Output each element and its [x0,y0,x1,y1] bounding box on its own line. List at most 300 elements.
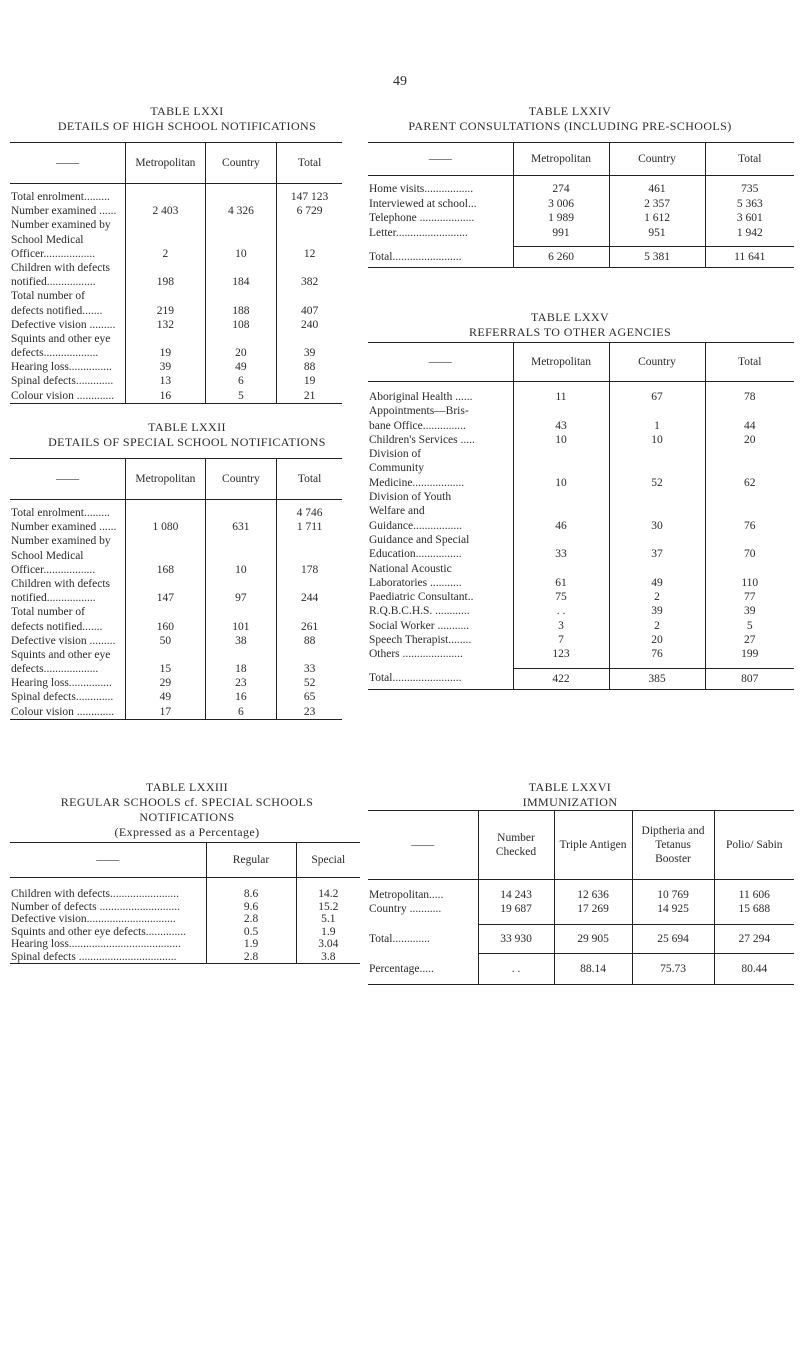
cell-value [609,461,705,475]
cell-value: 2 [609,590,705,604]
cell-value: 12 [303,247,316,260]
cell-value: 10 [609,433,705,447]
cell-value: 2 357 [609,197,705,212]
cell-value: 10 [205,563,277,577]
cell-value [277,233,342,247]
column-header: Diptheria and Tetanus Booster [632,811,714,880]
row-label: Colour vision ............. [10,705,126,720]
cell-value [513,490,609,504]
cell-value: 184 [205,275,277,289]
cell-value: 11 641 [705,247,794,268]
row-label: Total............. [368,925,478,954]
row-label: Total number of [10,289,126,303]
table-subtitle: NOTIFICATIONS [139,810,235,824]
cell-value [277,534,342,548]
column-header: —— [368,343,513,382]
row-label: Children with defects [10,577,126,591]
row-label: Social Worker ........... [368,619,513,633]
cell-value: 2 [126,247,205,261]
cell-value: 1 989 [513,211,609,226]
cell-value: . . [513,604,609,618]
cell-value [705,562,794,576]
cell-value: 10 [513,433,609,447]
row-label: Welfare and [368,504,513,518]
total-row [368,925,794,954]
cell-value: 4 326 [205,204,277,218]
cell-value: 219 [126,304,205,318]
cell-value [513,504,609,518]
cell-value: 132 [126,318,205,332]
table-row [10,926,360,939]
table-subtitle: DETAILS OF SPECIAL SCHOOL NOTIFICATIONS [48,435,326,449]
cell-value: 49 [126,690,205,704]
cell-value: 1 942 [736,226,763,239]
row-label: Telephone ................... [368,211,513,226]
table-title: TABLE LXXIV [528,104,612,118]
cell-value: 101 [205,620,277,634]
cell-value [205,605,277,619]
cell-value [277,648,342,662]
table-row [10,289,342,303]
table-row [368,197,794,212]
row-label: Appointments—Bris- [368,404,513,418]
row-label: Number examined ...... [10,520,126,534]
column-header: Total [277,143,342,184]
row-label: Others ..................... [368,647,513,661]
cell-value [126,261,205,275]
cell-value: 29 [126,676,205,690]
row-label: Division of [368,447,513,461]
table-row [368,888,794,902]
cell-value: 147 [126,591,205,605]
cell-value: 39 [126,360,205,374]
table-row [10,577,342,591]
cell-value: 3 601 [736,212,763,224]
cell-value: 1 [609,419,705,433]
cell-value: 33 930 [478,925,554,954]
cell-value [609,490,705,504]
cell-value: 29 905 [554,925,632,954]
cell-value: 7 [513,633,609,647]
row-label: defects notified....... [10,304,126,318]
cell-value [513,447,609,461]
cell-value: 49 [609,576,705,590]
cell-value: 199 [741,648,759,661]
table-row [10,563,342,577]
cell-value: 16 [205,690,277,704]
cell-value [277,605,342,619]
cell-value: 3.04 [318,938,339,950]
column-header: Number Checked [478,811,554,880]
cell-value: 76 [609,647,705,661]
cell-value: 39 [303,347,316,360]
cell-value: 88.14 [554,954,632,985]
cell-value: 10 769 [632,888,714,902]
table-row [10,506,342,520]
cell-value: 991 [513,226,609,241]
cell-value: 735 [741,183,759,195]
row-label: Laboratories ........... [368,576,513,590]
table-row [10,951,360,964]
table-row [10,218,342,232]
cell-value [126,605,205,619]
table-row [10,662,342,676]
row-label: Squints and other eye [10,648,126,662]
header-row [10,459,342,500]
table-row [10,332,342,346]
cell-value: 123 [513,647,609,661]
row-label: defects................... [10,662,126,676]
column-header: —— [368,143,513,176]
cell-value: 44 [744,419,756,432]
table-76-title-block [350,780,790,810]
cell-value [205,534,277,548]
table-73 [10,842,360,964]
row-label: Percentage..... [368,954,478,985]
cell-value [126,190,205,204]
cell-value: 188 [205,304,277,318]
cell-value: 20 [205,346,277,360]
table-75-title-block [350,310,790,340]
cell-value: 5 [746,619,753,632]
table-row [10,648,342,662]
cell-value: 27 294 [714,925,794,954]
cell-value [609,562,705,576]
cell-value [126,233,205,247]
row-label: R.Q.B.C.H.S. ............ [368,604,513,618]
column-header: Metropolitan [126,143,205,184]
column-header: Country [609,343,705,382]
table-row [10,389,342,404]
cell-value: 6 [205,705,277,720]
cell-value: 6 729 [296,205,323,218]
column-header: Country [205,459,277,500]
row-label: defects................... [10,346,126,360]
table-74 [368,142,794,268]
table-71 [10,142,342,404]
cell-value: 178 [300,563,319,576]
cell-value: 11 606 [738,889,770,901]
table-76 [368,810,794,985]
row-label: Officer.................. [10,563,126,577]
column-header: Total [705,343,794,382]
row-label: Defective vision ......... [10,318,126,332]
table-71-title-block [22,104,352,134]
table-row [10,318,342,332]
column-header: Total [277,459,342,500]
row-label: Total enrolment......... [10,506,126,520]
cell-value: 16 [126,389,205,404]
column-header: —— [368,811,478,880]
row-label: Division of Youth [368,490,513,504]
table-row [10,549,342,563]
page-number: 49 [393,74,407,89]
header-row [10,843,360,878]
header-row [368,343,794,382]
cell-value: 3 006 [513,197,609,212]
cell-value: 18 [205,662,277,676]
column-header: —— [10,843,206,878]
table-title: TABLE LXXIII [145,780,229,794]
cell-value [205,648,277,662]
table-title: TABLE LXXII [148,420,226,434]
cell-value: 17 [126,705,205,720]
cell-value [609,533,705,547]
cell-value [126,332,205,346]
total-row [368,247,794,268]
cell-value: 75.73 [632,954,714,985]
cell-value: 168 [126,563,205,577]
cell-value [705,461,794,475]
table-row [10,374,342,388]
cell-value [126,218,205,232]
cell-value: 4 746 [296,507,323,519]
table-row [368,419,794,433]
table-row [10,360,342,374]
cell-value: 244 [300,592,319,605]
cell-value: 97 [205,591,277,605]
table-row [10,913,360,926]
cell-value: 43 [513,419,609,433]
row-label: Number examined by [10,218,126,232]
row-label: Community [368,461,513,475]
row-label: Guidance and Special [368,533,513,547]
cell-value [126,648,205,662]
cell-value: 382 [300,276,319,289]
cell-value [705,490,794,504]
cell-value [205,577,277,591]
cell-value: 1.9 [321,925,336,938]
cell-value [277,577,342,591]
cell-value: 2 [609,619,705,633]
cell-value: 13 [126,374,205,388]
cell-value: 67 [609,390,705,404]
cell-value [277,549,342,563]
cell-value [277,289,342,303]
table-row [368,590,794,604]
row-label: notified................. [10,591,126,605]
cell-value: 6 [205,374,277,388]
table-72 [10,458,342,720]
table-row [10,520,342,534]
cell-value [126,289,205,303]
cell-value: 52 [303,677,316,690]
column-header: Metropolitan [513,343,609,382]
cell-value: 39 [609,604,705,618]
table-row [10,676,342,690]
table-subtitle: REGULAR SCHOOLS cf. SPECIAL SCHOOLS [60,795,314,809]
cell-value: 9.6 [206,901,296,914]
cell-value: 5 381 [609,247,705,268]
row-label: Number of defects ............................ [10,901,206,914]
table-row [10,620,342,634]
row-label: Aboriginal Health ...... [368,390,513,404]
cell-value [126,577,205,591]
column-header: Triple Antigen [554,811,632,880]
table-row [368,461,794,475]
table-row [10,705,342,720]
cell-value: 261 [300,620,319,633]
row-label: Hearing loss............... [10,360,126,374]
cell-value [277,332,342,346]
table-row [368,433,794,447]
table-subtitle: IMMUNIZATION [522,795,618,809]
row-label: Squints and other eye [10,332,126,346]
cell-value [205,190,277,204]
percentage-row [368,954,794,985]
table-75 [368,342,794,690]
table-row [10,591,342,605]
table-row [368,604,794,618]
table-subtitle: PARENT CONSULTATIONS (INCLUDING PRE-SCHOOLS) [408,119,732,133]
cell-value: 52 [609,476,705,490]
cell-value [126,534,205,548]
cell-value: 77 [744,591,756,604]
table-row [10,901,360,914]
table-row [10,534,342,548]
cell-value: 15 [126,662,205,676]
cell-value: 39 [744,605,756,618]
cell-value: 78 [744,391,756,403]
cell-value: 14 925 [632,902,714,916]
cell-value: 23 [205,676,277,690]
row-label: Hearing loss....................................... [10,938,206,951]
table-row [10,690,342,704]
table-72-title-block [22,420,352,450]
row-label: Total........................ [368,668,513,689]
row-label: Children's Services ..... [368,433,513,447]
cell-value [126,549,205,563]
cell-value: 1 080 [126,520,205,534]
row-label: Total enrolment......... [10,190,126,204]
table-row [368,647,794,661]
cell-value: 385 [609,668,705,689]
cell-value: 70 [744,548,756,561]
table-row [10,938,360,951]
row-label: Defective vision............................... [10,913,206,926]
row-label: Interviewed at school... [368,197,513,212]
column-header: —— [10,143,126,184]
cell-value [205,549,277,563]
table-row [10,190,342,204]
row-label: Guidance................. [368,519,513,533]
table-row [368,519,794,533]
table-title: TABLE LXXI [150,104,224,118]
cell-value [513,533,609,547]
cell-value: 108 [205,318,277,332]
cell-value [205,332,277,346]
table-row [10,605,342,619]
cell-value: 951 [609,226,705,241]
cell-value: 19 687 [478,902,554,916]
cell-value: 10 [205,247,277,261]
table-row [10,204,342,218]
cell-value: 274 [513,182,609,197]
cell-value: 23 [277,705,342,720]
cell-value: 5.1 [321,913,336,925]
table-row [10,247,342,261]
table-row [368,447,794,461]
cell-value: 14.2 [318,888,339,900]
cell-value: 407 [300,304,319,317]
row-label: bane Office............... [368,419,513,433]
table-row [10,304,342,318]
header-row [368,143,794,176]
table-row [10,346,342,360]
cell-value [705,404,794,418]
cell-value: 20 [744,433,756,446]
header-row [368,811,794,880]
cell-value: 110 [741,576,759,589]
table-row [368,576,794,590]
row-label: Number examined by [10,534,126,548]
cell-value: 15.2 [318,900,339,913]
row-label: Paediatric Consultant.. [368,590,513,604]
cell-value: 2.8 [206,913,296,926]
cell-value: 240 [300,318,319,331]
cell-value: 65 [303,691,316,704]
column-header: Metropolitan [513,143,609,176]
cell-value: 25 694 [632,925,714,954]
cell-value: 807 [705,668,794,689]
table-row [368,390,794,404]
table-row [368,547,794,561]
row-label: Number examined ...... [10,204,126,218]
table-row [10,275,342,289]
cell-value: 33 [513,547,609,561]
row-label: Spinal defects............. [10,690,126,704]
row-label: Spinal defects .................................. [10,951,206,964]
cell-value: 76 [744,519,756,532]
cell-value: 3.8 [296,951,360,964]
cell-value: 88 [303,634,316,647]
row-label: Speech Therapist........ [368,633,513,647]
cell-value: 1 612 [609,211,705,226]
row-label: Country ........... [368,902,478,916]
table-title: TABLE LXXV [530,310,610,324]
column-header: Polio/ Sabin [714,811,794,880]
table-subtitle: (Expressed as a Percentage) [114,825,260,839]
cell-value: 12 636 [554,888,632,902]
cell-value: 19 [126,346,205,360]
cell-value: 5 [205,389,277,404]
row-label: School Medical [10,233,126,247]
row-label: Education................ [368,547,513,561]
cell-value [205,261,277,275]
cell-value: 160 [126,620,205,634]
row-label: Home visits................. [368,182,513,197]
cell-value [277,261,342,275]
row-label: National Acoustic [368,562,513,576]
cell-value: 27 [744,634,756,647]
cell-value [205,506,277,520]
cell-value [513,404,609,418]
row-label: Total number of [10,605,126,619]
row-label: Medicine.................. [368,476,513,490]
table-row [10,888,360,901]
cell-value: 61 [513,576,609,590]
table-subtitle: REFERRALS TO OTHER AGENCIES [468,325,672,339]
cell-value: 6 260 [513,247,609,268]
column-header: —— [10,459,126,500]
cell-value [205,289,277,303]
total-row [368,668,794,689]
cell-value: 2 403 [126,204,205,218]
table-row [368,226,794,241]
column-header: Country [205,143,277,184]
row-label: Total........................ [368,247,513,268]
cell-value: 15 688 [738,903,771,915]
